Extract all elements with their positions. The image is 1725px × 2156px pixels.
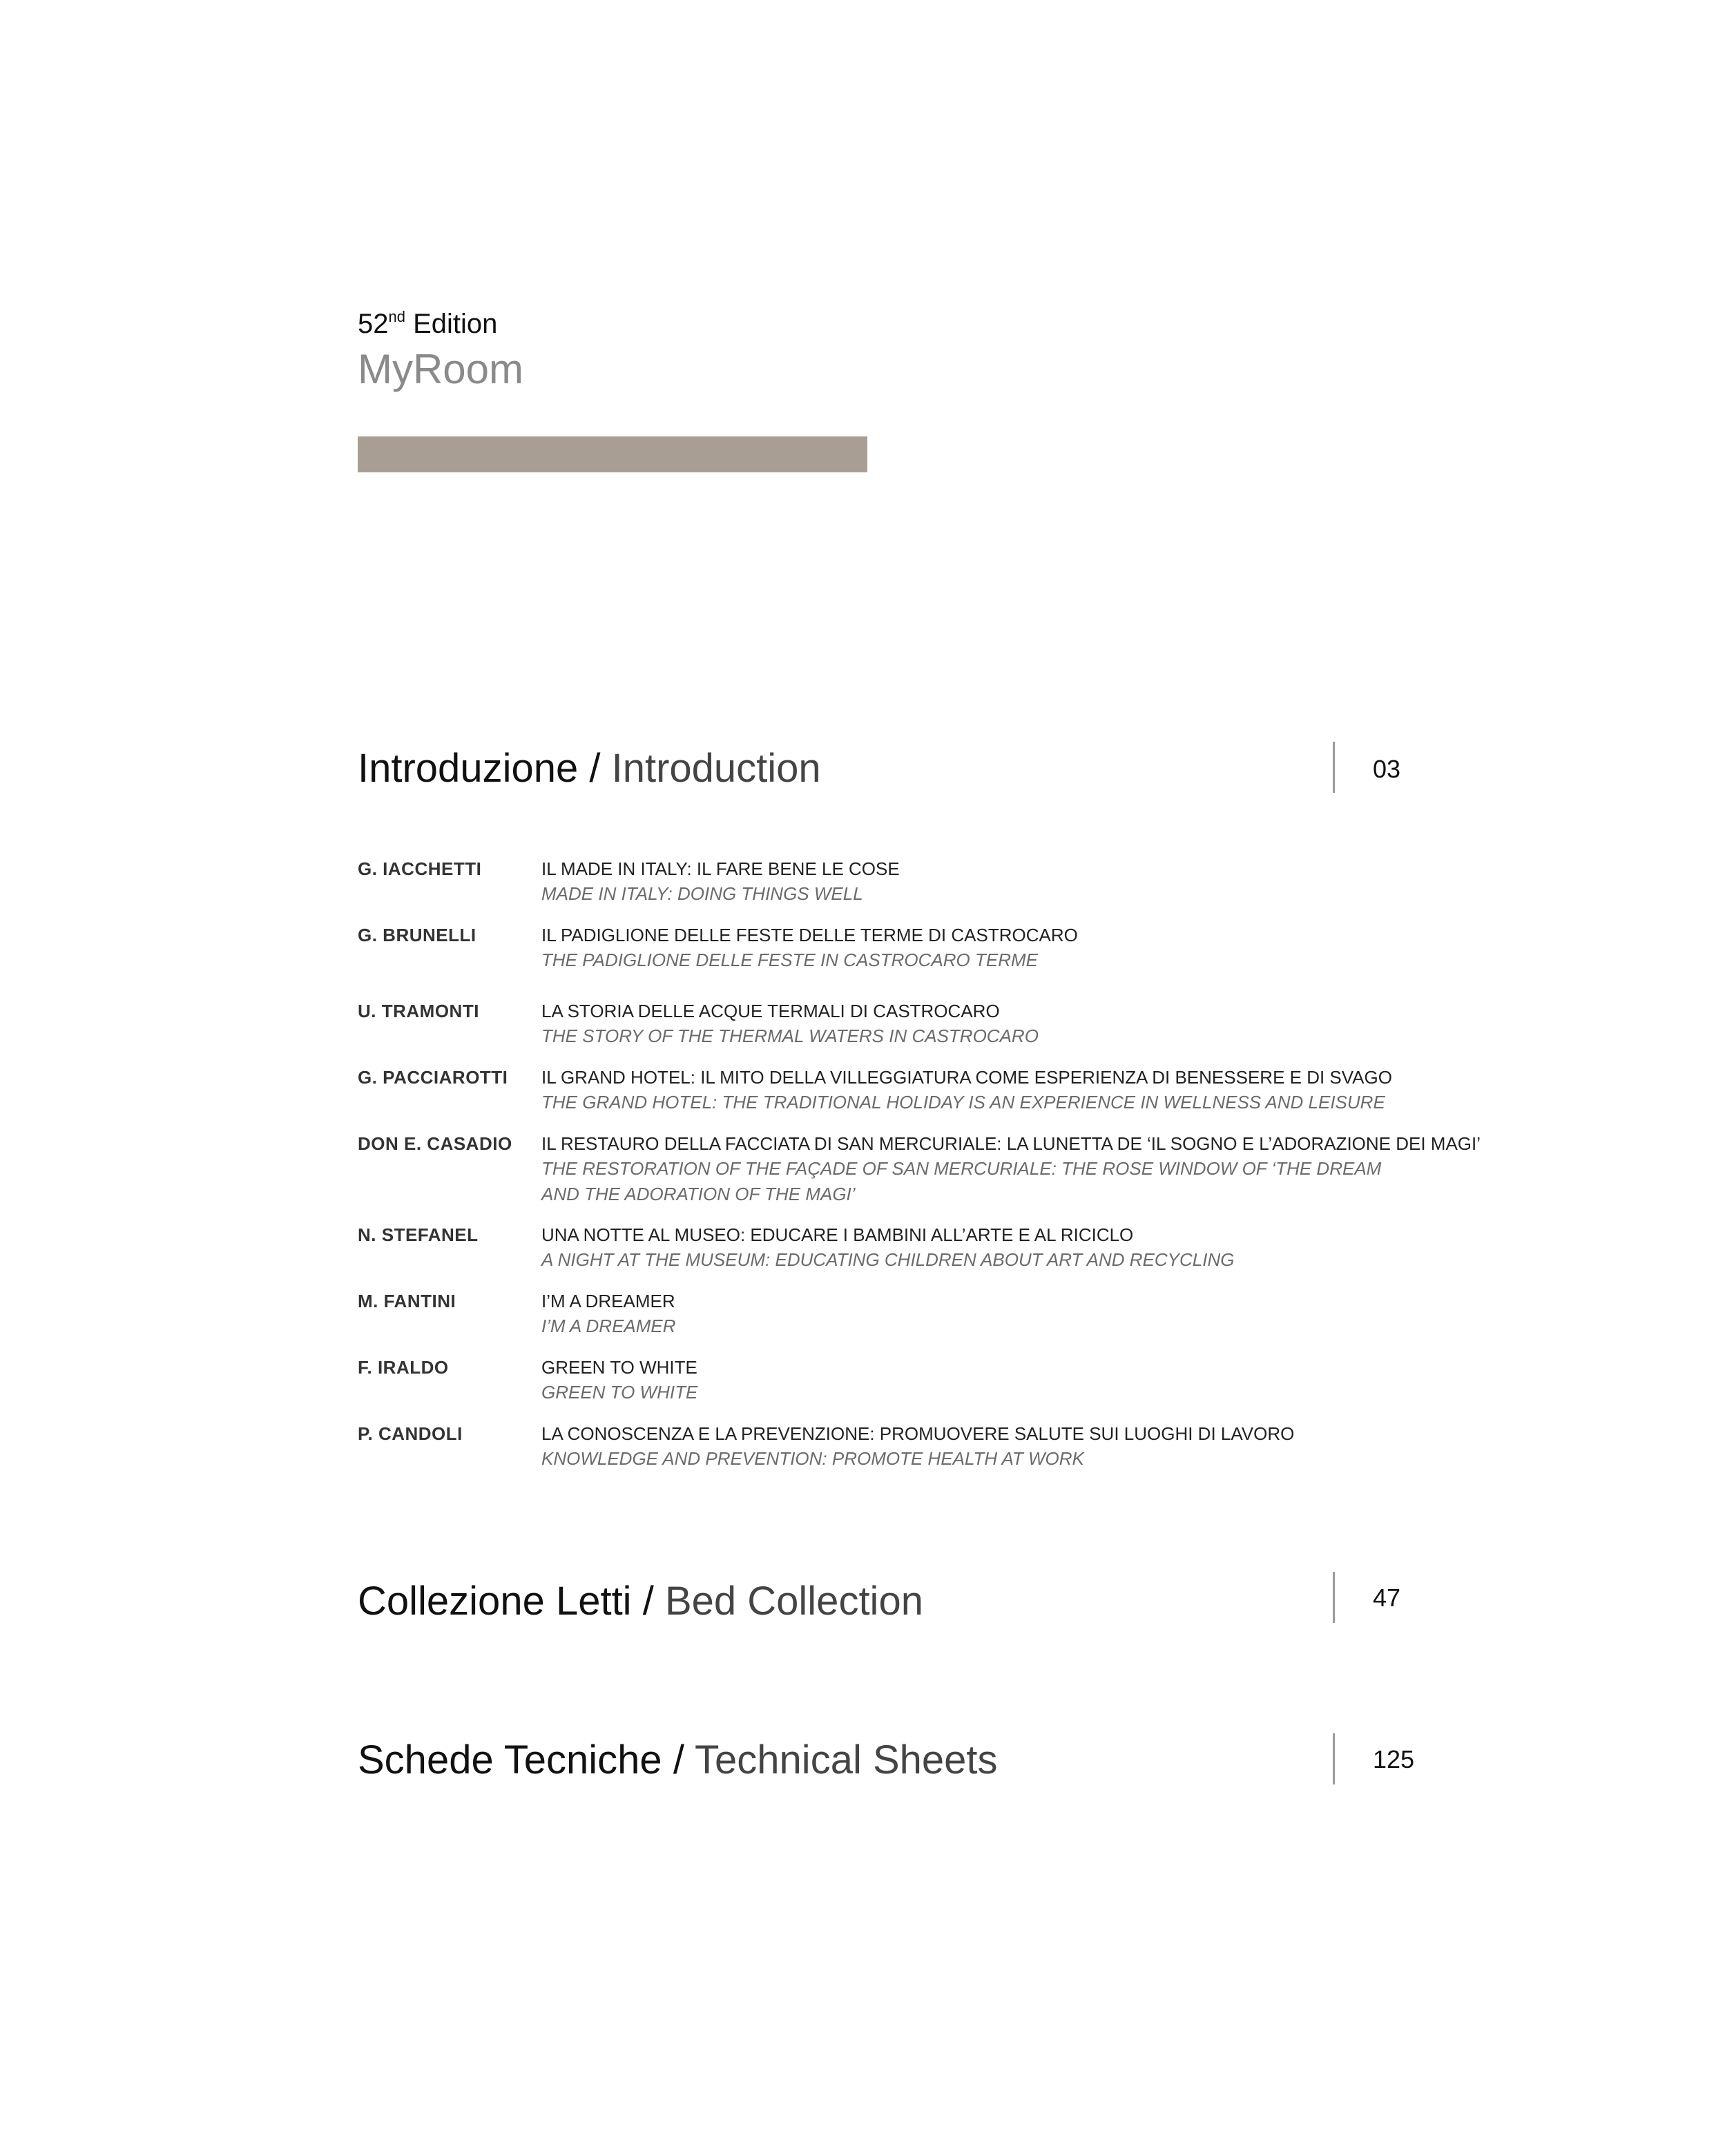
- section-page-number: 125: [1373, 1745, 1415, 1773]
- article-title-it: UNA NOTTE AL MUSEO: EDUCARE I BAMBINI ALL’ARTE E AL RICICLO: [541, 1224, 1134, 1245]
- article-title-it: IL PADIGLIONE DELLE FESTE DELLE TERME DI CASTROCARO: [541, 925, 1078, 945]
- section-title-it: Collezione Letti: [358, 1579, 632, 1624]
- article-title-en: THE RESTORATION OF THE FAÇADE OF SAN MERCURIALE: THE ROSE WINDOW OF ‘THE DREAM: [541, 1158, 1382, 1179]
- article-author: DON E. CASADIO: [358, 1133, 512, 1154]
- edition-suffix: nd: [388, 308, 405, 325]
- article-title-en: THE PADIGLIONE DELLE FESTE IN CASTROCARO TERME: [541, 950, 1038, 970]
- article-title-it: LA STORIA DELLE ACQUE TERMALI DI CASTROCARO: [541, 1001, 1000, 1021]
- section-title-bed-collection: [358, 1577, 923, 1626]
- section-title-it: Schede Tecniche: [358, 1738, 662, 1782]
- article-title-en: MADE IN ITALY: DOING THINGS WELL: [541, 883, 863, 904]
- article-author: M. FANTINI: [358, 1291, 456, 1311]
- section-title-technical-sheets: [358, 1736, 998, 1784]
- article-title-it: GREEN TO WHITE: [541, 1357, 697, 1378]
- article-author: G. IACCHETTI: [358, 858, 482, 879]
- section-separator: /: [589, 746, 601, 791]
- article-author: G. BRUNELLI: [358, 925, 476, 945]
- article-title-it: IL GRAND HOTEL: IL MITO DELLA VILLEGGIATURA COME ESPERIENZA DI BENESSERE E DI SVAGO: [541, 1067, 1392, 1088]
- page-number-divider: [1333, 1733, 1335, 1784]
- section-page-number: 47: [1373, 1584, 1401, 1612]
- article-title-en: THE STORY OF THE THERMAL WATERS IN CASTROCARO: [541, 1026, 1039, 1046]
- section-title-it: Introduzione: [358, 746, 579, 791]
- section-title-en: Technical Sheets: [695, 1738, 998, 1782]
- article-author: G. PACCIAROTTI: [358, 1067, 508, 1088]
- article-title-en: A NIGHT AT THE MUSEUM: EDUCATING CHILDREN ABOUT ART AND RECYCLING: [541, 1249, 1235, 1270]
- edition-word: Edition: [413, 309, 498, 339]
- edition-label: [358, 307, 497, 341]
- section-title-en: Introduction: [611, 746, 821, 791]
- page-number-divider: [1333, 742, 1335, 793]
- brand-color-bar: [358, 436, 867, 472]
- article-title-it: LA CONOSCENZA E LA PREVENZIONE: PROMUOVERE SALUTE SUI LUOGHI DI LAVORO: [541, 1423, 1295, 1444]
- section-separator: /: [642, 1579, 654, 1624]
- article-author: P. CANDOLI: [358, 1423, 463, 1444]
- section-title-introduction: [358, 744, 821, 793]
- article-title-it: I’M A DREAMER: [541, 1291, 675, 1311]
- section-separator: /: [673, 1738, 684, 1782]
- article-author: N. STEFANEL: [358, 1224, 479, 1245]
- article-title-it: IL RESTAURO DELLA FACCIATA DI SAN MERCURIALE: LA LUNETTA DE ‘IL SOGNO E L’ADORAZIONE DEI MAGI’: [541, 1133, 1481, 1154]
- article-title-en-continued: AND THE ADORATION OF THE MAGI’: [541, 1184, 856, 1204]
- article-author: U. TRAMONTI: [358, 1001, 479, 1021]
- article-title-en: I’M A DREAMER: [541, 1316, 676, 1336]
- section-title-en: Bed Collection: [664, 1579, 923, 1624]
- article-title-en: GREEN TO WHITE: [541, 1382, 698, 1403]
- section-page-number: 03: [1373, 755, 1401, 783]
- article-author: F. IRALDO: [358, 1357, 449, 1378]
- article-title-en: KNOWLEDGE AND PREVENTION: PROMOTE HEALTH AT WORK: [541, 1448, 1084, 1469]
- edition-number: 52: [358, 309, 389, 339]
- article-title-it: IL MADE IN ITALY: IL FARE BENE LE COSE: [541, 858, 900, 879]
- page-number-divider: [1333, 1572, 1335, 1623]
- brand-title: MyRoom: [358, 346, 524, 392]
- article-title-en: THE GRAND HOTEL: THE TRADITIONAL HOLIDAY IS AN EXPERIENCE IN WELLNESS AND LEISURE: [541, 1092, 1385, 1113]
